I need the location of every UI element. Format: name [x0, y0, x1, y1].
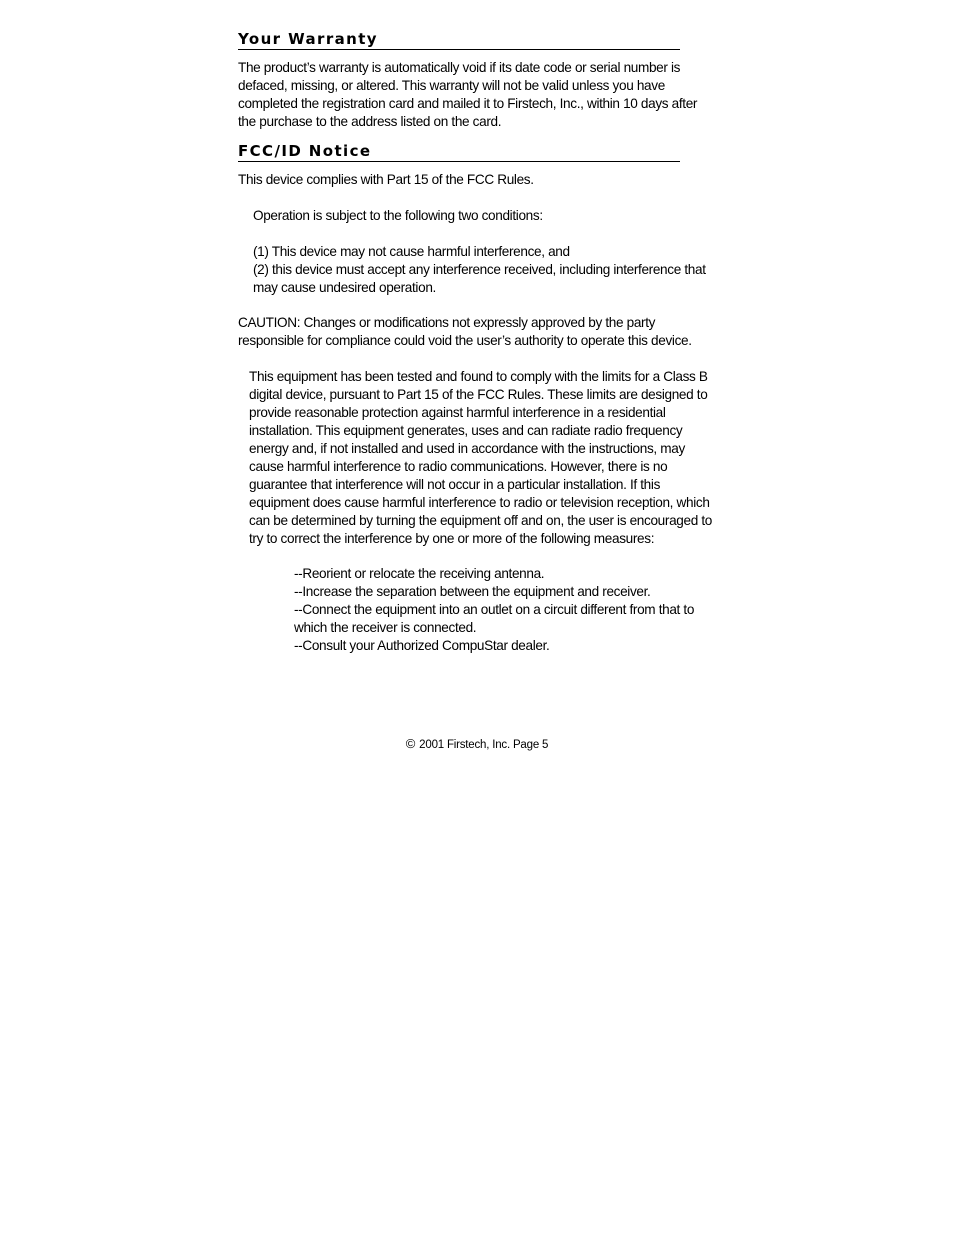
- measure-item: --Increase the separation between the equipment and receiver.: [294, 584, 651, 599]
- fcc-complies-text: This device complies with Part 15 of the FCC Rules.: [238, 172, 534, 187]
- copyright-icon: ©: [405, 736, 416, 751]
- measure-item: --Consult your Authorized CompuStar dealer.: [294, 638, 550, 653]
- measure-item: --Reorient or relocate the receiving antenna.: [294, 566, 545, 581]
- warranty-body: The product’s warranty is automatically void if its date code or serial number is defaced, missing, or altered. This warranty will not be valid unless you have completed the registration card and mailed it to Firstech, Inc., within 10 days after the purchase to the address listed on the card.: [238, 60, 698, 129]
- fcc-equipment-text: This equipment has been tested and found to comply with the limits for a Class B digital device, pursuant to Part 15 of the FCC Rules. These limits are designed to provide reasonable protection against harmful interference in a residential installation. This equipment generates, uses and can radiate radio frequency energy and, if not installed and used in accordance with the instructions, may cause harmful interference to radio communications. However, there is no guarantee that interference will not occur in a particular installation. If this equipment does cause harmful interference to radio or television reception, which can be determined by turning the equipment off and on, the user is encouraged to try to correct the interference by one or more of the following measures:: [249, 369, 712, 546]
- measures-list: [294, 565, 714, 655]
- footer-text: 2001 Firstech, Inc. Page 5: [419, 739, 549, 751]
- warranty-heading: Your Warranty: [238, 30, 680, 50]
- page-footer: [0, 736, 954, 753]
- fcc-operation-text: Operation is subject to the following two conditions:: [253, 208, 543, 223]
- fcc-caution-text: CAUTION: Changes or modifications not expressly approved by the party responsible for compliance could void the user’s authority to operate this device.: [238, 315, 692, 348]
- fcc-heading: FCC/ID Notice: [238, 142, 680, 162]
- fcc-conditions-text: (1) This device may not cause harmful interference, and (2) this device must accept any interference received, including interference that may cause undesired operation.: [253, 244, 706, 295]
- measure-item: --Connect the equipment into an outlet on a circuit different from that to which the receiver is connected.: [294, 602, 695, 635]
